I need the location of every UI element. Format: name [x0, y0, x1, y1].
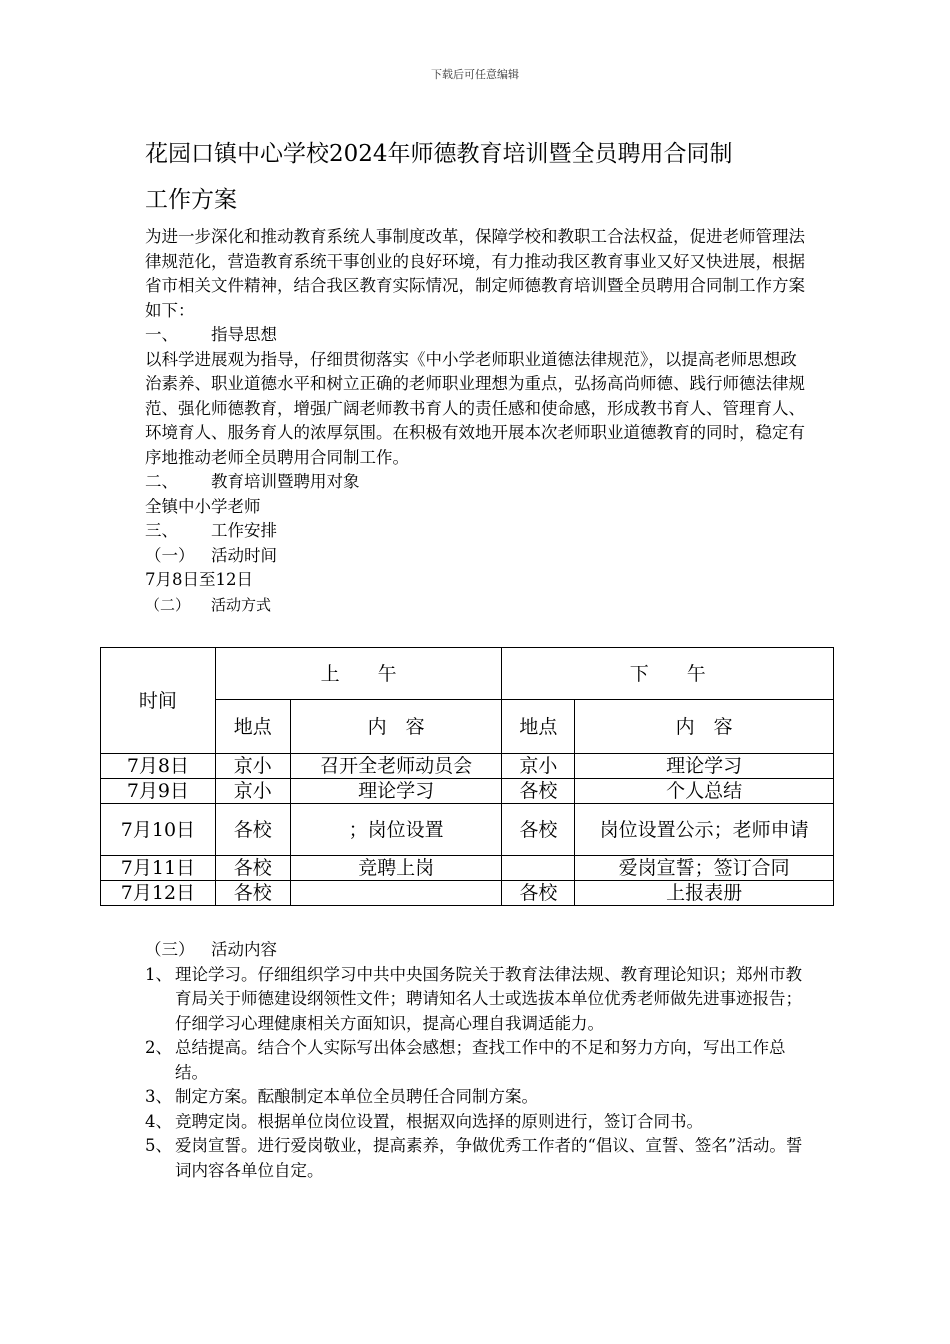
- pm-content-header: 内 容: [575, 700, 834, 754]
- list-item: 3、 制定方案。酝酿制定本单位全员聘任合同制方案。: [145, 1087, 538, 1106]
- am-place-header: 地点: [215, 700, 290, 754]
- section-heading-3: 三、 工作安排: [145, 521, 277, 540]
- subsection-heading-2: （二） 活动方式: [145, 595, 272, 614]
- table-row: 7月11日 各校 竞聘上岗 爱岗宣誓；签订合同: [101, 856, 834, 881]
- list-item: 1、 理论学习。仔细组织学习中共中央国务院关于教育法律法规、教育理论知识；郑州市教育局关于师德建设纲领性文件；聘请知名人士或选拔本单位优秀老师做先进事迹报告；仔细学习心理健康相关方面知识，提高心理自我调适能力。: [145, 964, 802, 1033]
- guiding-paragraph: 以科学进展观为指导，仔细贯彻落实《中小学老师职业道德法律规范》，以提高老师思想政治素养、职业道德水平和树立正确的老师职业理想为重点，弘扬高尚师德、践行师德法律规范、强化师德教育，增强广阔老师教书育人的责任感和使命感，形成教书育人、管理育人、环境育人、服务育人的浓厚氛围。在积极有效地开展本次老师职业道德教育的同时，稳定有序地推动老师全员聘用合同制工作。: [145, 349, 805, 467]
- afternoon-header: 下 午: [502, 648, 834, 700]
- document-title: [145, 131, 825, 223]
- morning-header: 上 午: [215, 648, 502, 700]
- subsection-heading-1: （一） 活动时间: [145, 545, 277, 565]
- title-line-1: 花园口镇中心学校2024年师德教育培训暨全员聘用合同制: [145, 141, 733, 167]
- activity-content: [145, 938, 805, 1183]
- document-body: [145, 225, 805, 617]
- page-header: 下载后可任意编辑: [431, 68, 519, 81]
- table-row: 7月10日 各校 ；岗位设置 各校 岗位设置公示；老师申请: [101, 804, 834, 856]
- list-item: 4、 竞聘定岗。根据单位岗位设置，根据双向选择的原则进行，签订合同书。: [145, 1111, 703, 1131]
- list-item: 5、 爱岗宣誓。进行爱岗敬业，提高素养，争做优秀工作者的“倡议、宣誓、签名”活动。誓词内容各单位自定。: [145, 1136, 803, 1180]
- intro-paragraph: 为进一步深化和推动教育系统人事制度改革，保障学校和教职工合法权益，促进老师管理法律规范化，营造教育系统干事创业的良好环境，有力推动我区教育事业又好又快进展，根据省市相关文件精神，结合我区教育实际情况，制定师德教育培训暨全员聘用合同制工作方案如下：: [145, 227, 805, 320]
- pm-place-header: 地点: [502, 700, 575, 754]
- am-content-header: 内 容: [290, 700, 502, 754]
- table-row: 7月12日 各校 各校 上报表册: [101, 881, 834, 906]
- target-text: 全镇中小学老师: [145, 496, 261, 516]
- time-header: 时间: [101, 648, 216, 754]
- table-row: 7月8日 京小 召开全老师动员会 京小 理论学习: [101, 754, 834, 779]
- table-row: 7月9日 京小 理论学习 各校 个人总结: [101, 779, 834, 804]
- list-item: 2、 总结提高。结合个人实际写出体会感想；查找工作中的不足和努力方向，写出工作总结。: [145, 1038, 786, 1082]
- time-text: 7月8日至12日: [145, 570, 253, 589]
- schedule-table: [100, 647, 834, 906]
- section-heading-2: 二、 教育培训暨聘用对象: [145, 472, 360, 491]
- title-line-2: 工作方案: [145, 187, 237, 213]
- section-heading-1: 一、 指导思想: [145, 325, 277, 344]
- subsection-heading-3: （三） 活动内容: [145, 940, 277, 959]
